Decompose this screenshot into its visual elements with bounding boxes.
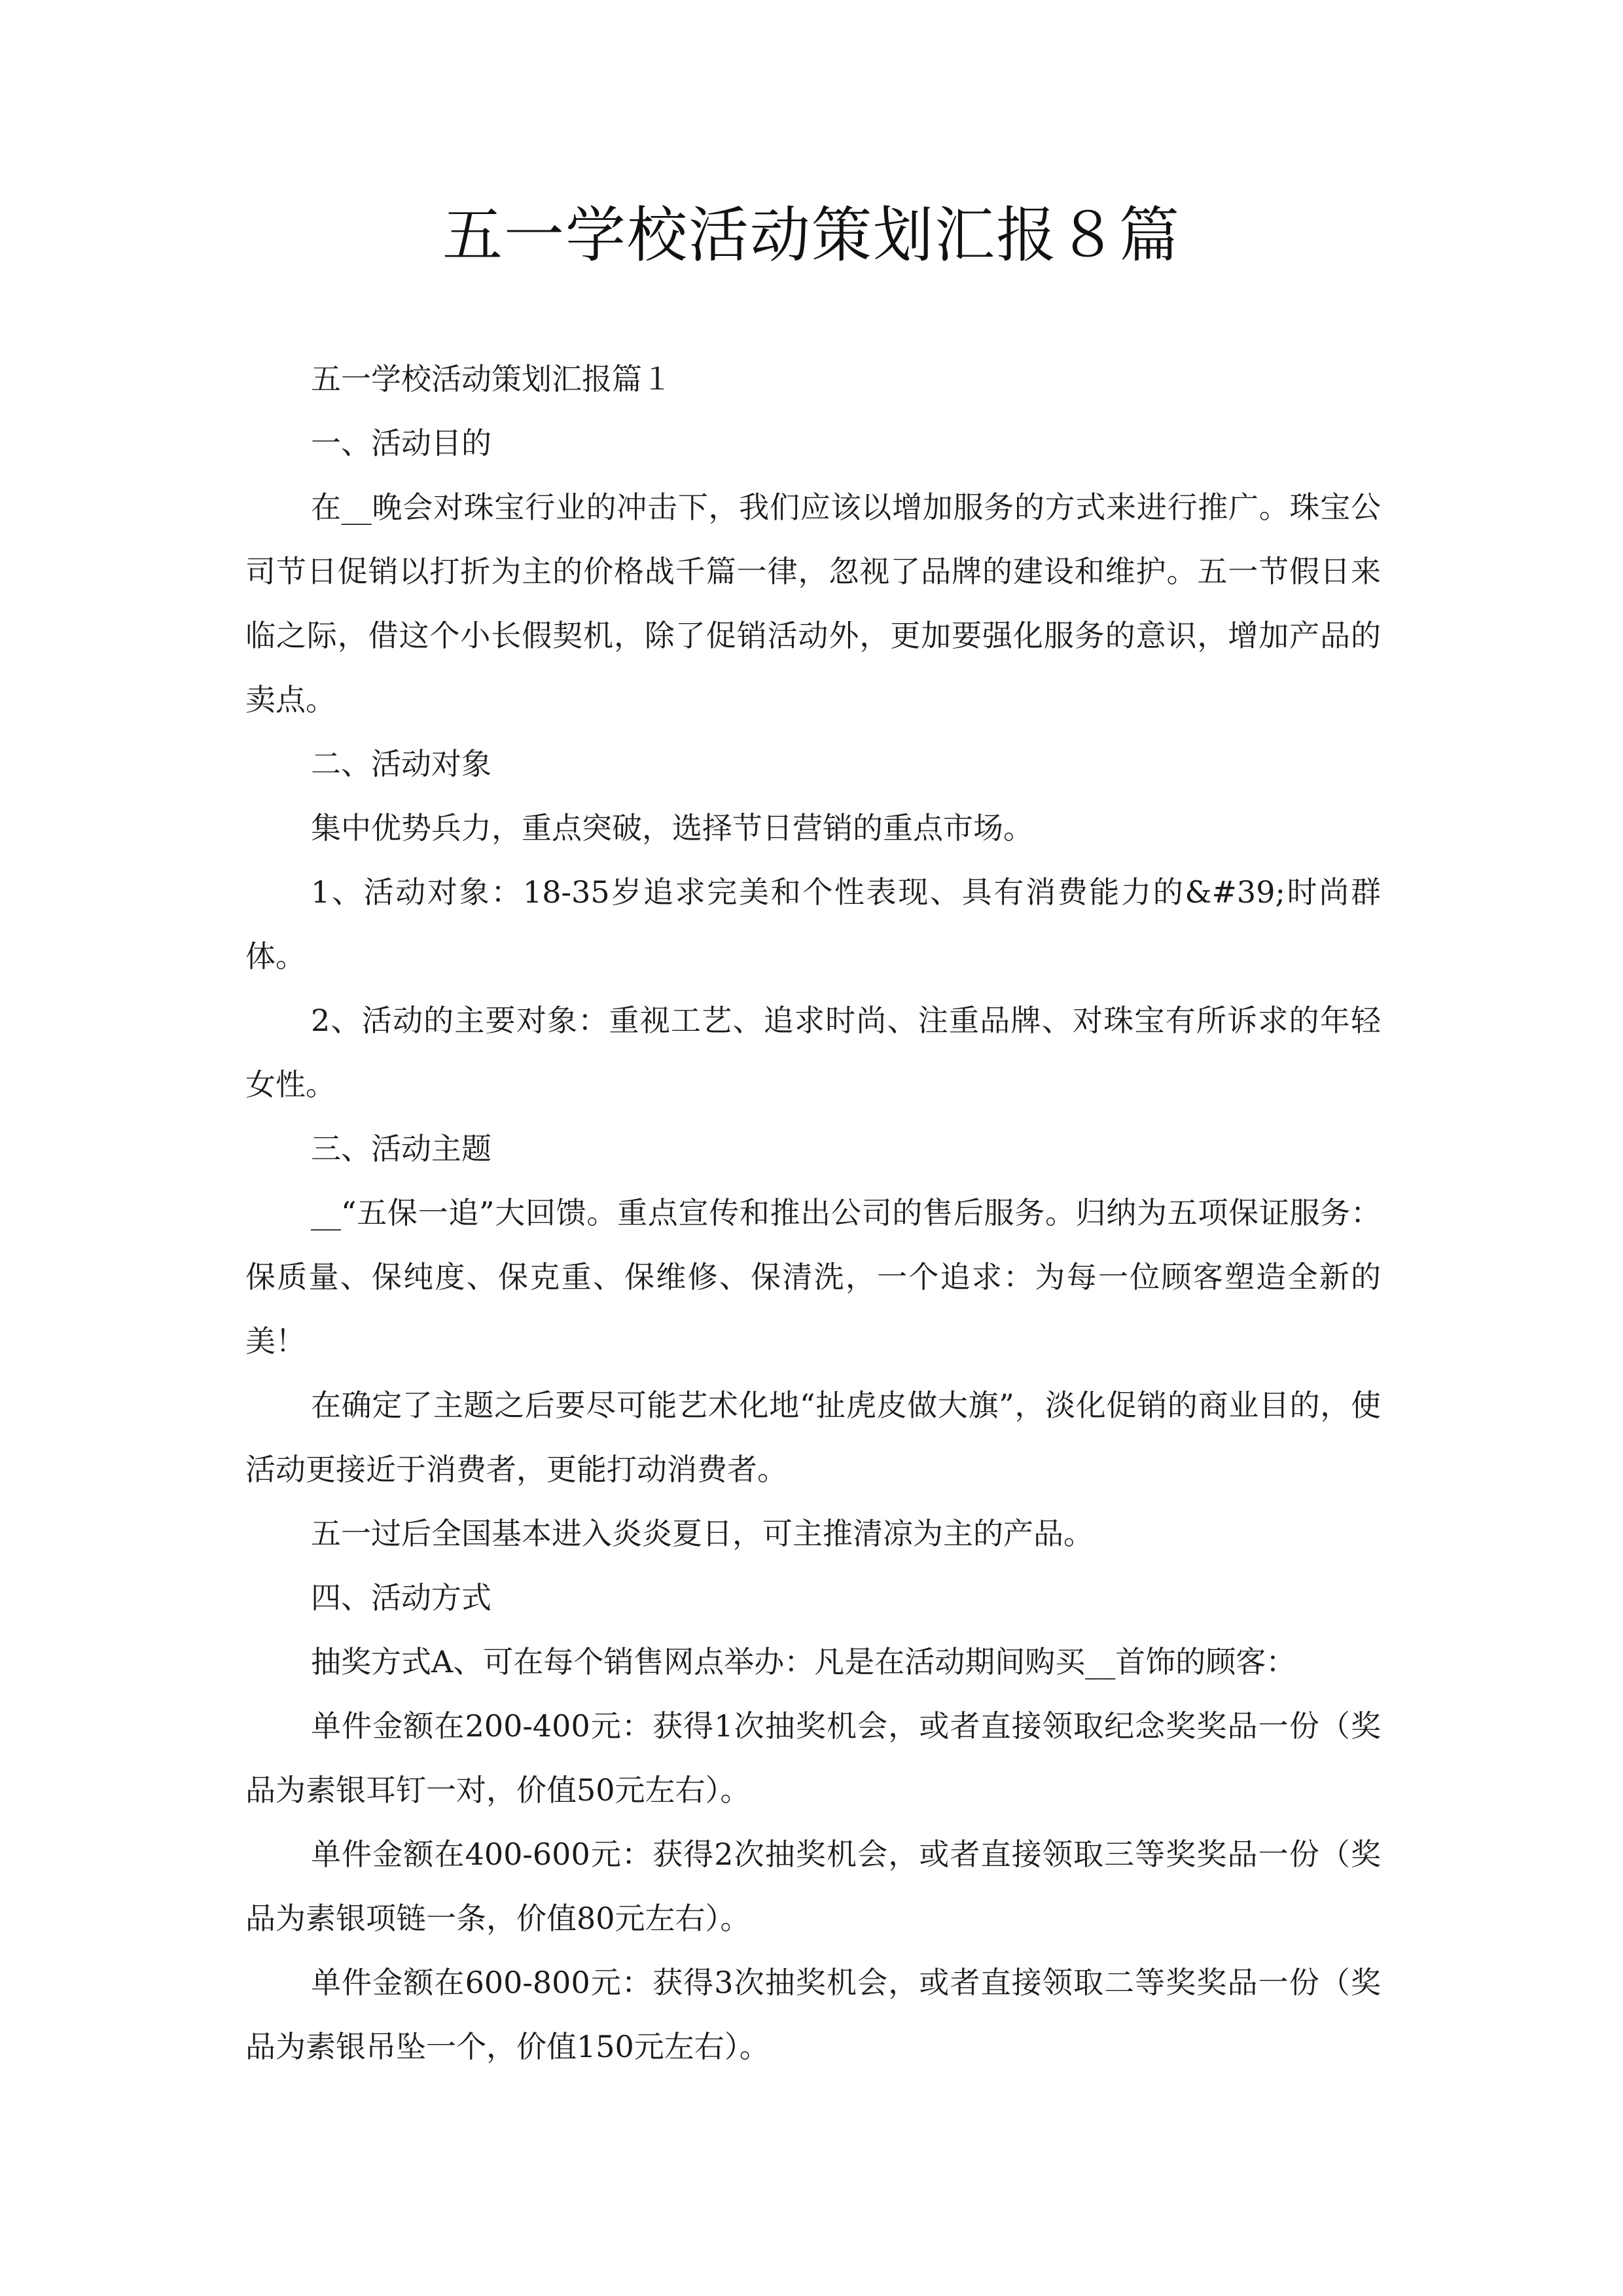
paragraph-method-tier-2: 单件金额在400-600元：获得2次抽奖机会，或者直接领取三等奖奖品一份（奖品为素银项链一条，价值80元左右）。: [245, 1837, 1381, 1936]
paragraph-method-intro: 抽奖方式A、可在每个销售网点举办：凡是在活动期间购买__首饰的顾客：: [311, 1644, 1296, 1679]
paragraph-theme-2: 在确定了主题之后要尽可能艺术化地“扯虎皮做大旗”，淡化促销的商业目的，使活动更接近于消费者，更能打动消费者。: [245, 1388, 1381, 1487]
section-heading-target: 二、活动对象: [311, 746, 491, 781]
paragraph-target-1: 1、活动对象：18-35岁追求完美和个性表现、具有消费能力的&#39;时尚群体。: [245, 874, 1381, 974]
paragraph-method-tier-3: 单件金额在600-800元：获得3次抽奖机会，或者直接领取二等奖奖品一份（奖品为素银吊坠一个，价值150元左右）。: [245, 1965, 1381, 2064]
paragraph-purpose: 在__晚会对珠宝行业的冲击下，我们应该以增加服务的方式来进行推广。珠宝公司节日促销以打折为主的价格战千篇一律，忽视了品牌的建设和维护。五一节假日来临之际，借这个小长假契机，除了促销活动外，更加要强化服务的意识，增加产品的卖点。: [245, 490, 1381, 717]
section-heading-article: 五一学校活动策划汇报篇１: [311, 361, 672, 397]
paragraph-target-2: 2、活动的主要对象：重视工艺、追求时尚、注重品牌、对珠宝有所诉求的年轻女性。: [245, 1003, 1381, 1102]
section-heading-method: 四、活动方式: [311, 1580, 491, 1615]
document-title: 五一学校活动策划汇报８篇: [442, 200, 1181, 270]
document-body: [245, 347, 1381, 2079]
paragraph-theme-3: 五一过后全国基本进入炎炎夏日，可主推清凉为主的产品。: [311, 1516, 1094, 1551]
paragraph-target-intro: 集中优势兵力，重点突破，选择节日营销的重点市场。: [311, 810, 1033, 846]
section-heading-theme: 三、活动主题: [311, 1131, 491, 1166]
paragraph-theme-1: __“五保一追”大回馈。重点宣传和推出公司的售后服务。归纳为五项保证服务：保质量、保纯度、保克重、保维修、保清洗，一个追求：为每一位顾客塑造全新的美！: [245, 1195, 1381, 1359]
section-heading-purpose: 一、活动目的: [311, 425, 491, 461]
paragraph-method-tier-1: 单件金额在200-400元：获得1次抽奖机会，或者直接领取纪念奖奖品一份（奖品为素银耳钉一对，价值50元左右）。: [245, 1708, 1381, 1808]
